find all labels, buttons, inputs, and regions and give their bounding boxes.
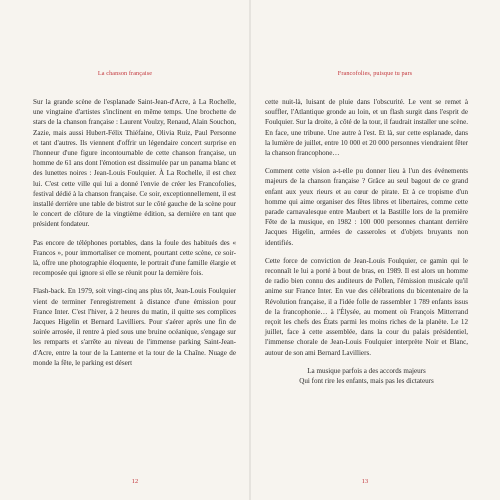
- right-body-text: [265, 97, 468, 386]
- book-gutter: [249, 0, 251, 500]
- right-paragraph-3: Cette force de conviction de Jean-Louis Foulquier, ce gamin qui le reconnaît le lui a porté à bout de bras, en 1989. Il est alors un homme de radio bien connu des auditeurs de Pollen, l'émission musicale qu'il anime sur France Inter. En vue des célébrations du bicentenaire de la Révolution française, il a l'idée folle de rassembler 1 789 enfants issus de la francophonie… à l'Élysée, au moment où François Mitterrand reçoit les chefs des États parmi les moins riches de la planète. Le 12 juillet, face à cette assemblée, dans la cour du palais présidentiel, l'immense chorale de Jean-Louis Foulquier interprète Noir et Blanc, autour de son ami Bernard Lavilliers.: [265, 256, 468, 357]
- left-page-number: 12: [131, 478, 139, 485]
- left-paragraph-2: Pas encore de téléphones portables, dans la foule des habitués des « Francos », pour immortaliser ce moment, pourtant cette scène, ce soir-là, offre une photographie éloquente, le portrait d'une famille élargie et recomposée qui ignore si elle se réunit pour la dernière fois.: [33, 238, 236, 278]
- right-page: [250, 0, 500, 500]
- right-paragraph-1: cette nuit-là, luisant de pluie dans l'obscurité. Le vent se remet à souffler, l'Atlantique gronde au loin, et un flash surgit dans l'esprit de Foulquier. Sur la droite, à côté de la tour, il faudrait installer une scène. En face, une tribune. Une autre à l'est. Et là, sur cette esplanade, dans la lumière de juillet, entre 10 000 et 20 000 personnes viendraient fêter la chanson francophone…: [265, 98, 468, 158]
- right-page-number: 13: [361, 478, 369, 485]
- left-running-head: La chanson française: [97, 70, 153, 77]
- song-quote-line-1: La musique parfois a des accords majeurs: [307, 366, 426, 375]
- left-paragraph-3: Flash-back. En 1979, soit vingt-cinq ans plus tôt, Jean-Louis Foulquier vient de terminer l'enregistrement à distance d'une émission pour France Inter. C'est l'hiver, à 2 heures du matin, il quitte ses complices Jacques Higelin et Bernard Lavilliers. Pour s'aérer après une fin de soirée arrosée, il rentre à pied sous une bruine océanique, s'engage sur les remparts et s'arrête au niveau de l'immense parking Saint-Jean-d'Acre, entre la tour de la Lanterne et la tour de la Chaîne. Nuage de monde la fête, le parking est désert: [33, 287, 236, 367]
- song-quote-line-2: Qui font rire les enfants, mais pas les dictateurs: [299, 376, 434, 385]
- left-body-text: [33, 97, 236, 376]
- right-running-head: Francofolies, puisque tu pars: [337, 70, 413, 77]
- left-paragraph-1: Sur la grande scène de l'esplanade Saint-Jean-d'Acre, à La Rochelle, une vingtaine d'artistes s'inclinent en même temps. Une brochette de stars de la chanson française : Laurent Voulzy, Renaud, Alain Souchon, Zazie, mais aussi Hubert-Félix Thiéfaine, Olivia Ruiz, Paul Personne et tant d'autres. Ils viennent d'offrir un légendaire concert surprise en l'honneur d'une figure incontournable de cette chanson française, un homme de 61 ans dont l'émotion est dissimulée par un panama blanc et des lunettes noires : Jean-Louis Foulquier. À La Rochelle, il est chez lui. C'est cette ville qui lui a donné l'envie de créer les Francofolies, festival dédié à la chanson française. Ce soir, exceptionnellement, il est installé derrière une table de bistrot sur le côté gauche de la scène pour le concert de clôture de la vingtième édition, sa dernière en tant que président fondateur.: [33, 98, 236, 229]
- song-quote: [265, 366, 468, 386]
- right-paragraph-2: Comment cette vision a-t-elle pu donner lieu à l'un des événements majeurs de la chanson française ? Grâce au seul bagout de ce grand enfant aux yeux rieurs et au cœur de pirate. Et à ce tropisme d'un homme qui aime organiser des fêtes libres et libertaires, comme cette parade carnavalesque entre Maubert et la Bastille lors de la première Fête de la musique, en 1982 : 100 000 personnes chantant derrière Jacques Higelin, armées de casseroles et d'objets bruyants non identifiés.: [265, 167, 468, 247]
